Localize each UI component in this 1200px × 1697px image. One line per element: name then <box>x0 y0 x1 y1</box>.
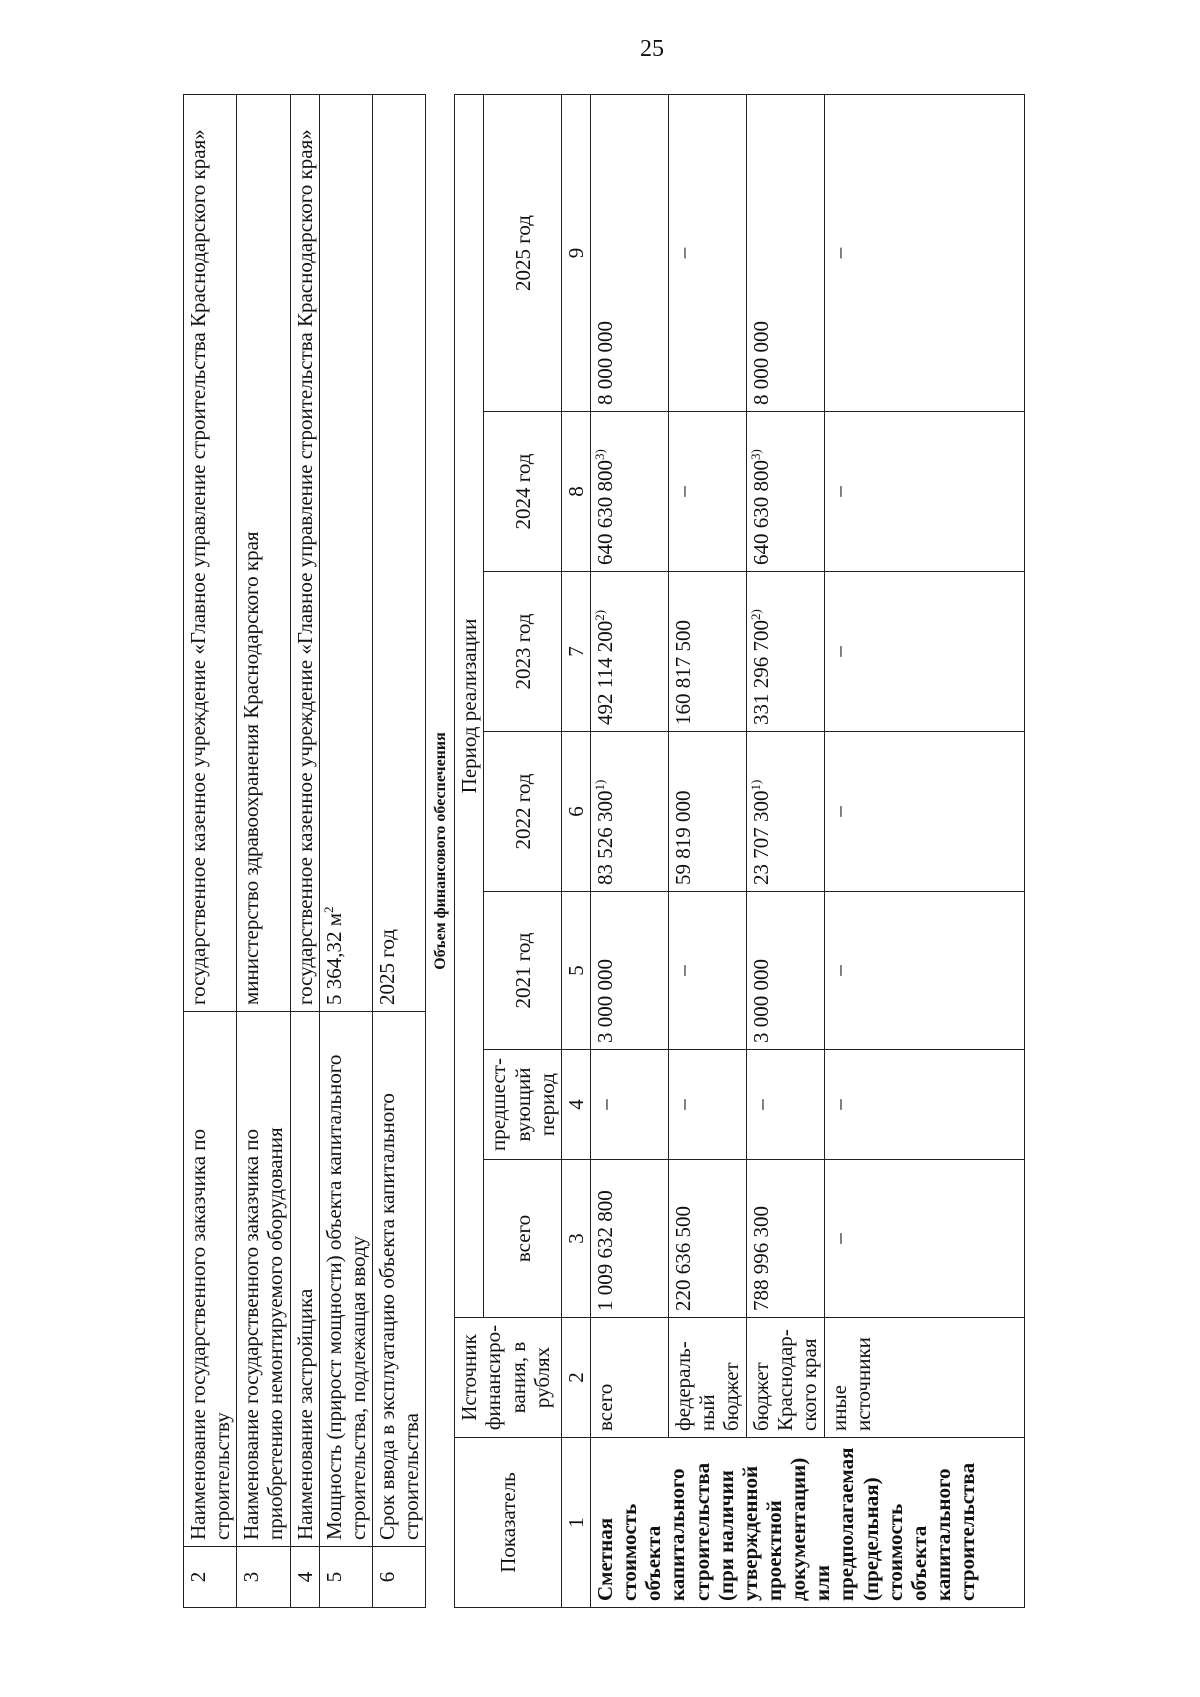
y2023 <box>746 572 824 732</box>
info-row <box>319 95 372 1608</box>
header-2022: 2022 год <box>484 732 561 892</box>
financing-title: Объем финансового обеспечения <box>432 732 450 970</box>
source: всего <box>590 1318 668 1438</box>
footnote-mark: 2) <box>747 609 763 620</box>
y2022 <box>746 732 824 892</box>
prev: – <box>824 1050 1024 1160</box>
total: 220 636 500 <box>668 1160 746 1318</box>
y2024: – <box>668 412 746 572</box>
header-2025: 2025 год <box>484 95 561 412</box>
header-total: всего <box>484 1160 561 1318</box>
y2023-value: 492 114 200 <box>592 620 617 725</box>
info-row <box>372 95 425 1608</box>
row-number: 6 <box>372 1547 425 1608</box>
value-superscript: 2 <box>320 906 336 913</box>
footnote-mark: 2) <box>591 609 607 621</box>
y2023 <box>590 572 668 732</box>
row-value: министерство здравоохранения Краснодарского края <box>237 95 290 1012</box>
header-previous: предшест-вующий период <box>484 1050 561 1160</box>
y2024: – <box>824 412 1024 572</box>
row-value: государственное казенное учреждение «Главное управление строительства Краснодарского края» <box>290 95 319 1012</box>
y2022-value: 83 526 300 <box>592 790 617 885</box>
y2024 <box>746 412 824 572</box>
y2022-value: 23 707 300 <box>748 790 773 885</box>
rotated-table-sheet <box>183 94 1097 1608</box>
y2024-value: 640 630 800 <box>748 460 773 565</box>
header-source: Источник финансиро-вания, в рублях <box>455 1318 562 1438</box>
prev: – <box>668 1050 746 1160</box>
prev: – <box>590 1050 668 1160</box>
source: бюджет Краснодар-ского края <box>746 1318 824 1438</box>
row-label: Наименование застройщика <box>290 1012 319 1547</box>
col-number: 5 <box>561 892 590 1050</box>
col-number: 2 <box>561 1318 590 1438</box>
y2022: 59 819 000 <box>668 732 746 892</box>
value-text: 5 364,32 м <box>321 912 346 1005</box>
col-number: 4 <box>561 1050 590 1160</box>
y2021: – <box>668 892 746 1050</box>
y2025: 8 000 000 <box>590 95 668 412</box>
financing-table <box>454 94 1025 1608</box>
col-number: 3 <box>561 1160 590 1318</box>
row-value <box>319 95 372 1012</box>
fin-row <box>824 95 1024 1608</box>
col-number: 1 <box>561 1438 590 1608</box>
header-indicator: Показатель <box>455 1438 562 1608</box>
col-number: 8 <box>561 412 590 572</box>
footnote-mark: 1) <box>591 779 607 791</box>
y2023: – <box>824 572 1024 732</box>
row-number: 4 <box>290 1547 319 1608</box>
y2022: – <box>824 732 1024 892</box>
row-value: 2025 год <box>372 95 425 1012</box>
prev: – <box>746 1050 824 1160</box>
row-number: 2 <box>184 1547 237 1608</box>
y2021: 3 000 000 <box>590 892 668 1050</box>
header-2021: 2021 год <box>484 892 561 1050</box>
total: 1 009 632 800 <box>590 1160 668 1318</box>
page-number: 25 <box>640 36 664 62</box>
source: федераль-ный бюджет <box>668 1318 746 1438</box>
y2023-value: 331 296 700 <box>748 620 773 725</box>
fin-row <box>746 95 824 1608</box>
header-2024: 2024 год <box>484 412 561 572</box>
total: 788 996 300 <box>746 1160 824 1318</box>
col-number: 7 <box>561 572 590 732</box>
row-number: 5 <box>319 1547 372 1608</box>
y2024 <box>590 412 668 572</box>
col-number: 6 <box>561 732 590 892</box>
header-row <box>455 95 484 1608</box>
y2024-value: 640 630 800 <box>592 460 617 565</box>
y2022 <box>590 732 668 892</box>
row-label: Наименование государственного заказчика по строительству <box>184 1012 237 1547</box>
footnote-mark: 3) <box>747 449 763 460</box>
row-value: государственное казенное учреждение «Главное управление строительства Краснодарского края» <box>184 95 237 1012</box>
header-2023: 2023 год <box>484 572 561 732</box>
fin-row <box>590 95 668 1608</box>
header-period: Период реализации <box>455 95 484 1318</box>
row-label: Срок ввода в эксплуатацию объекта капитального строительства <box>372 1012 425 1547</box>
info-row <box>184 95 237 1608</box>
row-label: Наименование государственного заказчика по приобретению немонтируемого оборудования <box>237 1012 290 1547</box>
y2025: – <box>824 95 1024 412</box>
footnote-mark: 3) <box>591 449 607 460</box>
info-table <box>183 94 426 1608</box>
column-number-row <box>561 95 590 1608</box>
y2025: – <box>668 95 746 412</box>
col-number: 9 <box>561 95 590 412</box>
indicator-text: Сметная стоимость объекта капитального строительства (при наличии утвержденной проектной документации) или предполагаемая (предельная) стоимость объекта капитального строительства <box>590 1438 1024 1608</box>
row-label: Мощность (прирост мощности) объекта капитального строительства, подлежащая вводу <box>319 1012 372 1547</box>
y2025: 8 000 000 <box>746 95 824 412</box>
footnote-mark: 1) <box>747 779 763 791</box>
info-row <box>290 95 319 1608</box>
row-number: 3 <box>237 1547 290 1608</box>
y2021: – <box>824 892 1024 1050</box>
total: – <box>824 1160 1024 1318</box>
y2021: 3 000 000 <box>746 892 824 1050</box>
info-row <box>237 95 290 1608</box>
fin-row <box>668 95 746 1608</box>
source: иные источники <box>824 1318 1024 1438</box>
y2023: 160 817 500 <box>668 572 746 732</box>
